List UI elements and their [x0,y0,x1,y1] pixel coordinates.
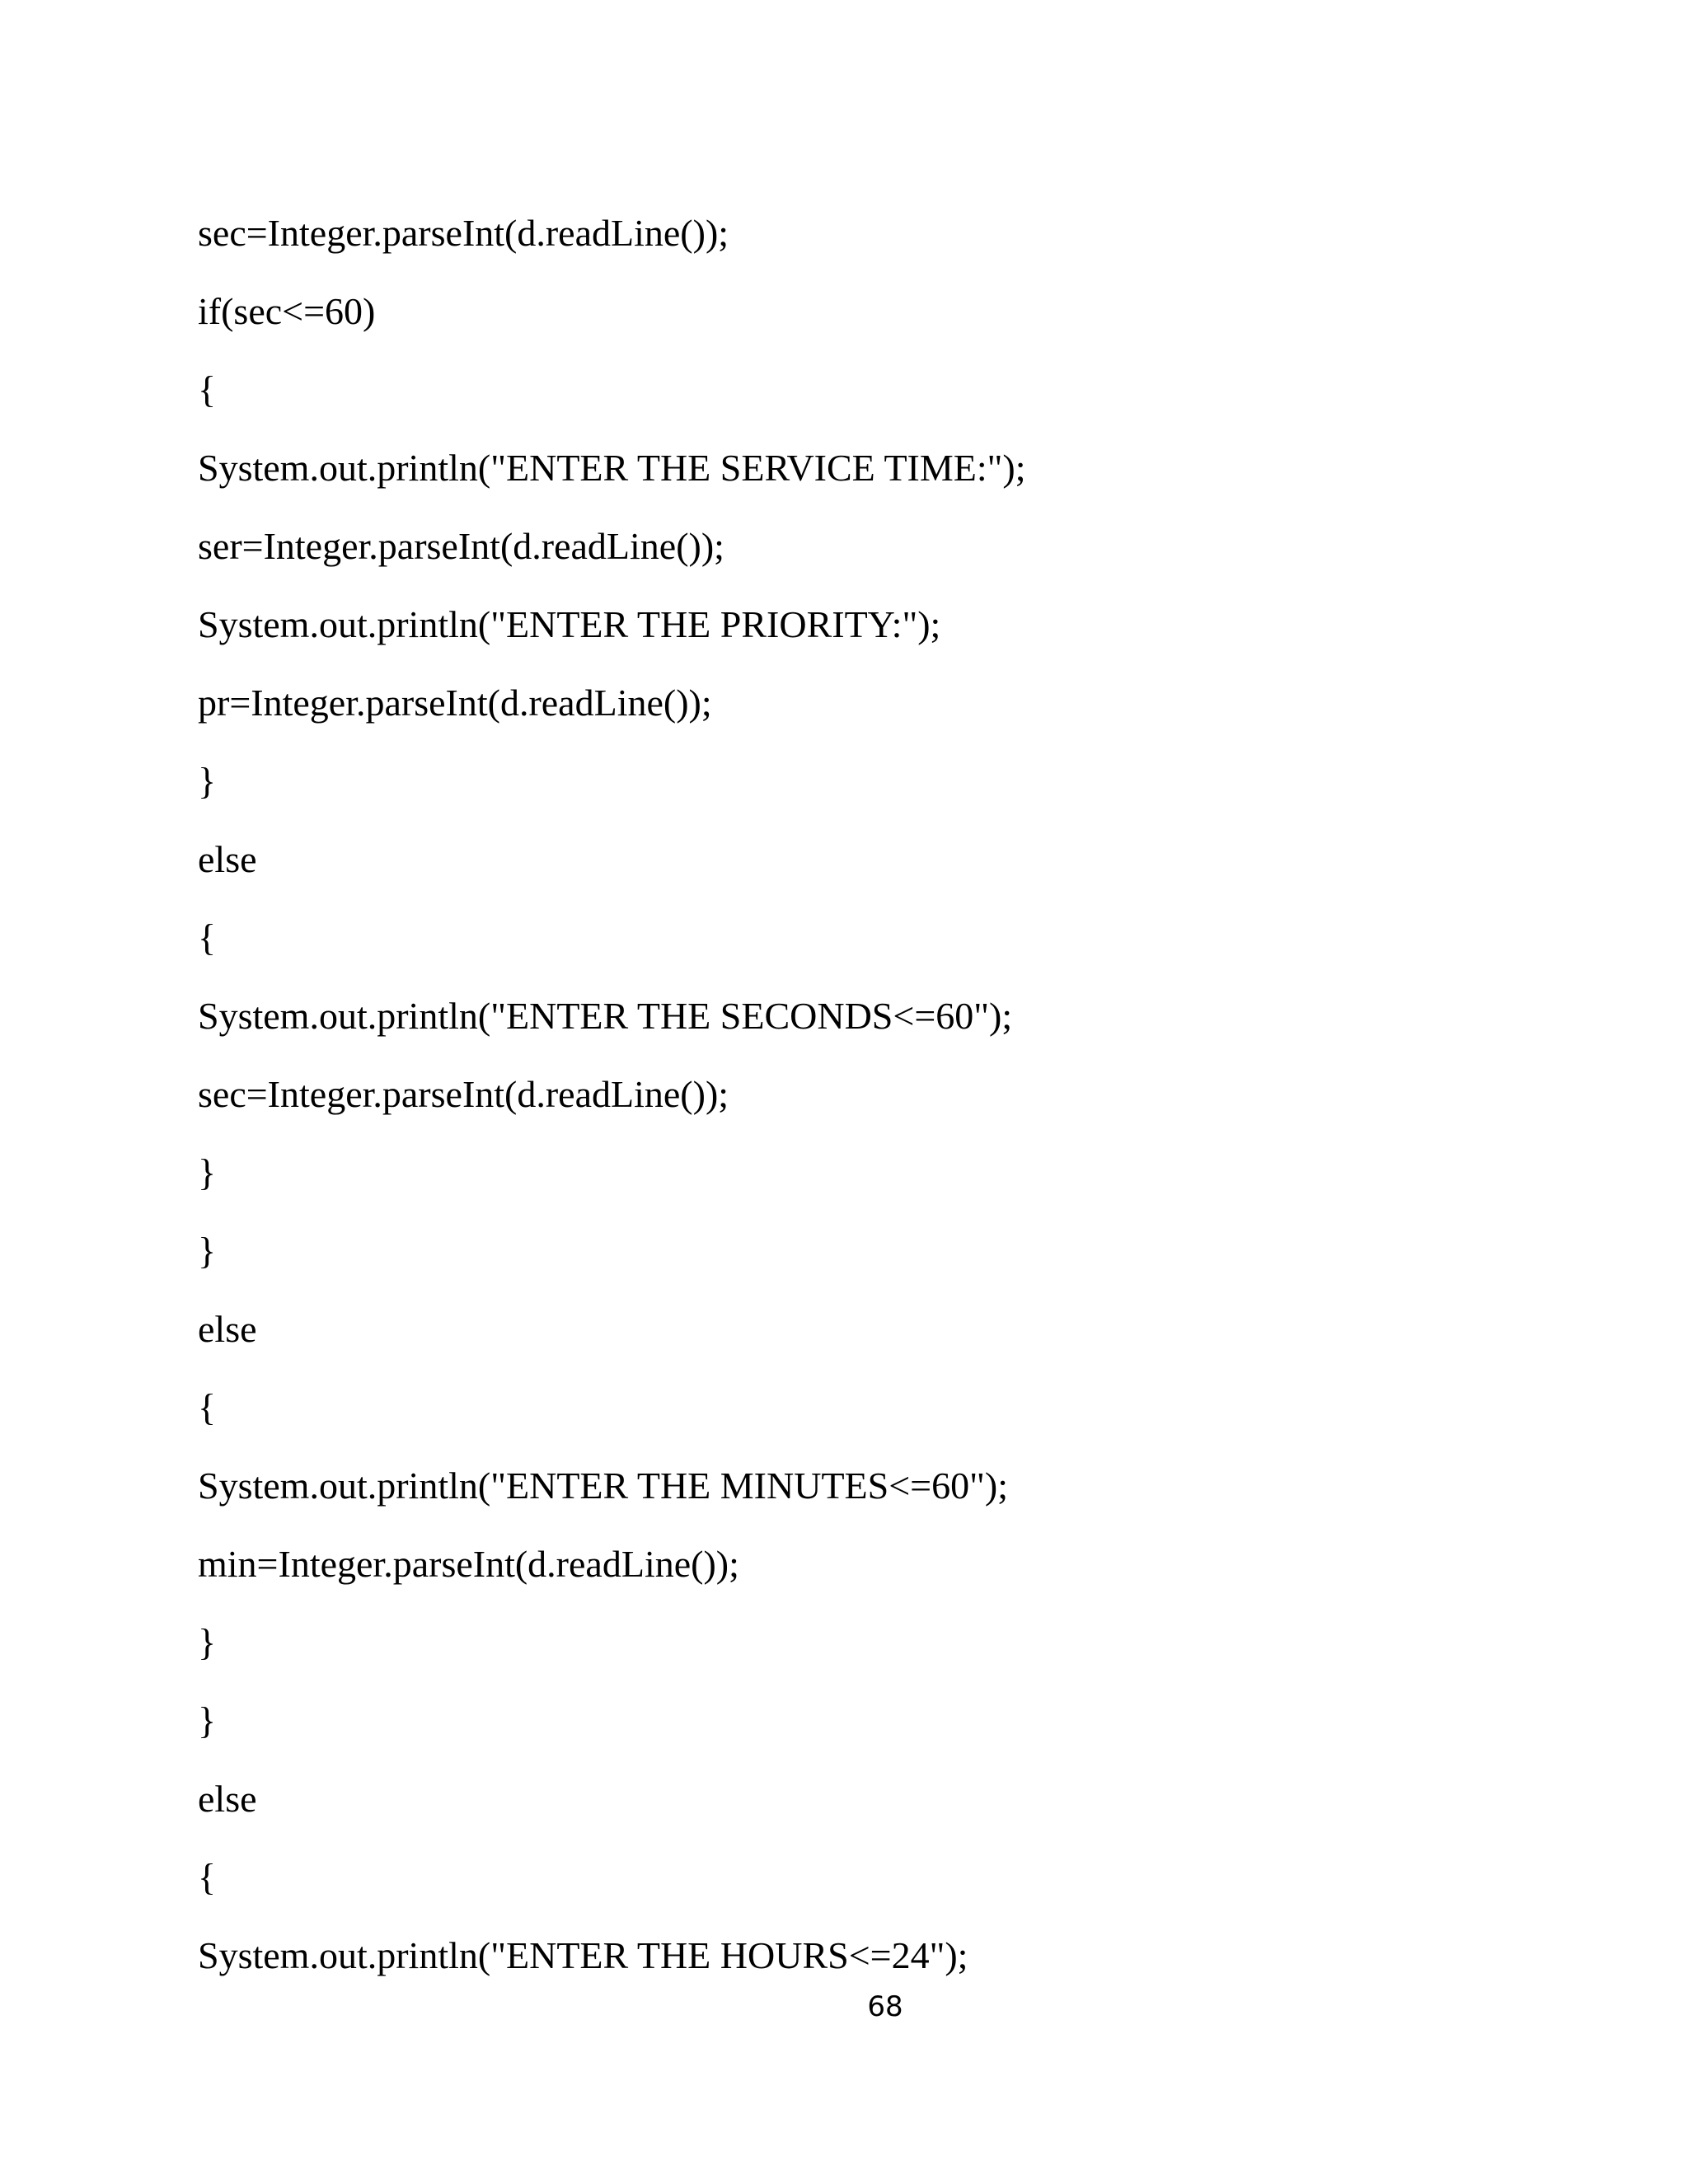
code-line: System.out.println("ENTER THE PRIORITY:"); [198,603,941,645]
code-line: System.out.println("ENTER THE MINUTES<=60"); [198,1465,1008,1507]
code-line: pr=Integer.parseInt(d.readLine()); [198,682,712,724]
code-line: { [198,368,217,410]
code-line: } [198,1699,217,1741]
code-line: sec=Integer.parseInt(d.readLine()); [198,212,729,254]
code-line: { [198,1386,217,1428]
code-line: System.out.println("ENTER THE HOURS<=24"); [198,1934,968,1976]
code-line: System.out.println("ENTER THE SERVICE TIME:"); [198,447,1026,489]
code-line: ser=Integer.parseInt(d.readLine()); [198,525,724,567]
code-line: System.out.println("ENTER THE SECONDS<=60"); [198,995,1013,1037]
code-line: sec=Integer.parseInt(d.readLine()); [198,1073,729,1115]
page-number: 68 [867,1990,903,2023]
code-listing [198,194,1026,1994]
code-line: if(sec<=60) [198,290,376,332]
code-line: { [198,916,217,958]
code-line: } [198,760,217,802]
code-line: else [198,1308,257,1350]
code-line: } [198,1621,217,1663]
code-line: min=Integer.parseInt(d.readLine()); [198,1543,739,1585]
code-line: else [198,1778,257,1820]
code-line: else [198,838,257,880]
code-line: { [198,1856,217,1898]
code-line: } [198,1230,217,1272]
code-line: } [198,1151,217,1193]
